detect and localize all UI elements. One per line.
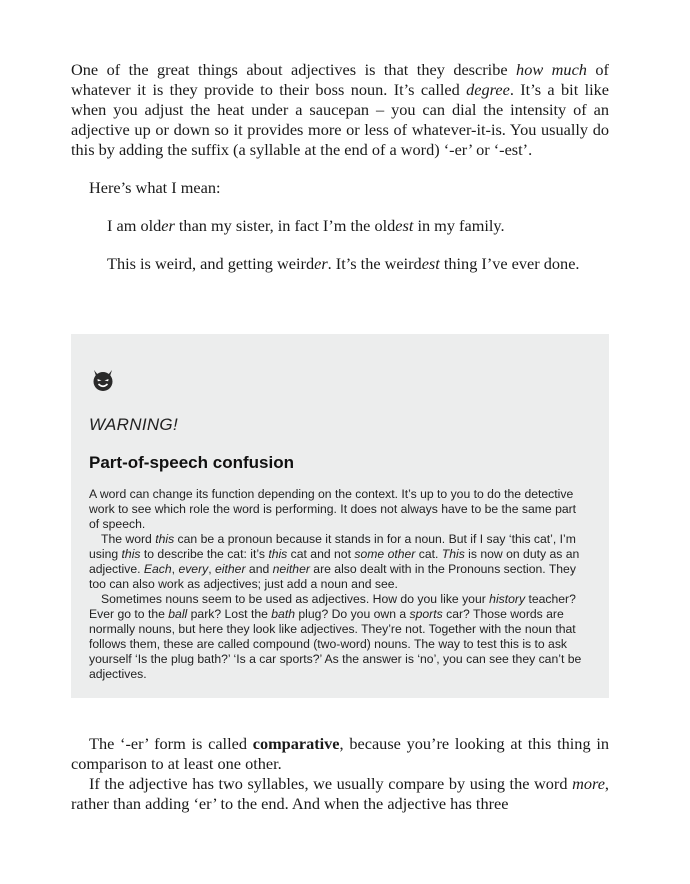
emphasis: how much xyxy=(516,60,587,79)
text-run: cat. xyxy=(415,547,442,561)
emphasis: sports xyxy=(409,607,443,621)
text-run: , xyxy=(208,562,216,576)
example-sentence-1 xyxy=(107,216,609,236)
example-sentence-2 xyxy=(107,254,609,274)
emphasis: est xyxy=(395,216,414,235)
emphasis: more xyxy=(572,774,605,793)
emphasis: ball xyxy=(168,607,188,621)
text-run: plug? Do you own a xyxy=(295,607,410,621)
emphasis: this xyxy=(155,532,175,546)
text-run: One of the great things about adjectives is that they describe xyxy=(71,60,517,79)
text-run: in my family. xyxy=(413,216,505,235)
emphasis: This xyxy=(441,547,465,561)
emphasis: neither xyxy=(272,562,310,576)
emphasis: this xyxy=(268,547,288,561)
two-syllable-paragraph xyxy=(71,774,609,814)
text-run: can be a pronoun because it stands in for a noun. But if I say ‘this cat’, I’m using xyxy=(89,532,576,561)
text-run: , xyxy=(171,562,179,576)
text-run: , because you’re looking at this thing in comparison to at least one other. xyxy=(71,734,610,773)
warning-body xyxy=(89,487,589,682)
emphasis: history xyxy=(489,592,526,606)
emphasis: degree xyxy=(466,80,510,99)
text-run: . It’s a bit like when you adjust the heat under a saucepan – you can dial the intensity of an adjective up or down so it provides more or less of whatever-it-is. You usually do this by adding the suffix (a syllable at the end of a word) ‘-er’ or ‘-est’. xyxy=(71,80,609,159)
text-run: to describe the cat: it’s xyxy=(140,547,269,561)
text-run: of whatever it is they provide to their boss noun. It’s called xyxy=(71,60,609,99)
text-run: car? Those words are normally nouns, but here they look like adjectives. They’re not. Together with the noun that follows them, these are called compound (two-word) nouns. The way to test this is to ask yourself ‘Is the plug bath?’ ‘Is a car sports?’ As the answer is ‘no’, you can see they can’t be adjectives. xyxy=(89,607,582,681)
emphasis: some other xyxy=(354,547,416,561)
key-term: comparative xyxy=(252,734,340,753)
main-text xyxy=(71,60,609,274)
warning-paragraph-1: A word can change its function depending on the context. It’s up to you to do the detective work to see which role the word is performing. It does not always have to be the same part of speech. xyxy=(89,487,577,531)
text-run: thing I’ve ever done. xyxy=(439,254,580,273)
text-run: cat and not xyxy=(287,547,355,561)
comparative-paragraph xyxy=(71,734,609,774)
warning-box xyxy=(71,334,609,698)
emphasis: er xyxy=(161,216,175,235)
text-run: The ‘-er’ form is called xyxy=(89,734,253,753)
warning-paragraph-3 xyxy=(89,592,589,682)
text-run: park? Lost the xyxy=(187,607,272,621)
emphasis: est xyxy=(421,254,440,273)
lead-line: Here’s what I mean: xyxy=(89,178,221,197)
emphasis: every xyxy=(178,562,209,576)
warning-paragraph-2 xyxy=(89,532,589,592)
text-run: This is weird, and getting weird xyxy=(107,254,315,273)
emphasis: either xyxy=(215,562,246,576)
devil-face-icon xyxy=(91,368,115,392)
text-run: The word xyxy=(101,532,156,546)
text-run: and xyxy=(245,562,273,576)
text-run: is now on duty as an adjective. xyxy=(89,547,580,576)
text-run: than my sister, in fact I’m the old xyxy=(174,216,396,235)
continuation-text xyxy=(71,734,609,814)
intro-paragraph xyxy=(71,60,609,160)
warning-title: Part-of-speech confusion xyxy=(89,453,294,472)
emphasis: bath xyxy=(271,607,296,621)
text-run: . It’s the weird xyxy=(327,254,422,273)
text-run: If the adjective has two syllables, we usually compare by using the word xyxy=(89,774,573,793)
emphasis: Each xyxy=(143,562,172,576)
emphasis: this xyxy=(121,547,141,561)
text-run: are also dealt with in the Pronouns section. They too can also work as adjectives; just add a noun and see. xyxy=(89,562,576,591)
text-run: teacher? Ever go to the xyxy=(89,592,576,621)
warning-label: WARNING! xyxy=(89,415,178,434)
emphasis: er xyxy=(314,254,328,273)
text-run: Sometimes nouns seem to be used as adjectives. How do you like your xyxy=(101,592,490,606)
text-run: I am old xyxy=(107,216,162,235)
text-run: , rather than adding ‘er’ to the end. And when the adjective has three xyxy=(71,774,609,813)
